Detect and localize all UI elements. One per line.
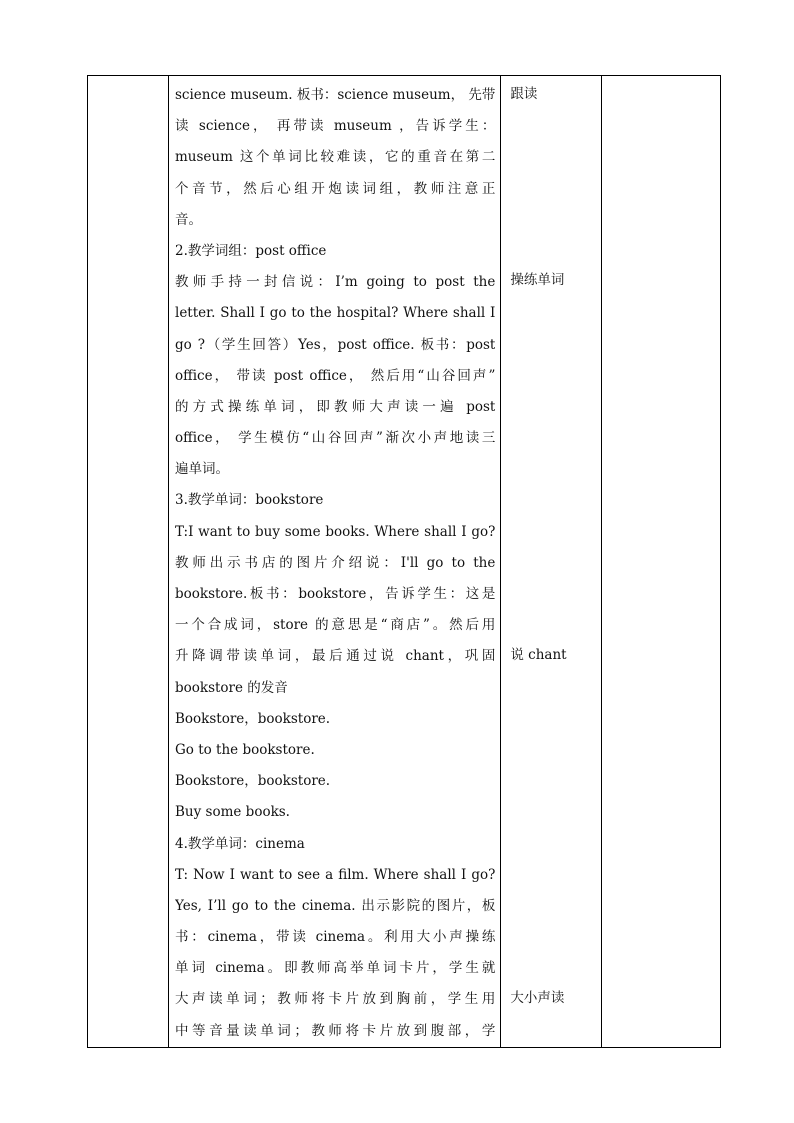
procedure-line: bookstore 的发音: [175, 679, 288, 696]
procedure-line: 3.教学单词：bookstore: [175, 492, 324, 509]
procedure-line: letter. Shall I go to the hospital? Where shall I: [175, 305, 496, 322]
activity-loud-soft-read: 大小声读: [510, 990, 565, 1006]
procedure-line: 大声读单词；教师将卡片放到胸前，学生用: [175, 991, 496, 1008]
notes-column-cell: [602, 76, 721, 1048]
procedure-line: 中等音量读单词；教师将卡片放到腹部，学: [175, 1022, 496, 1039]
procedure-line: 教师出示书店的图片介绍说：I'll go to the: [175, 554, 496, 571]
procedure-line: 单词 cinema。即教师高举单词卡片，学生就: [175, 960, 496, 977]
procedure-line: 4.教学单词：cinema: [175, 835, 305, 852]
procedure-line: 个音节，然后心组开炮读词组，教师注意正: [175, 180, 496, 197]
procedure-line: office， 学生模仿“山谷回声”渐次小声地读三: [175, 430, 496, 447]
procedure-line: 音。: [175, 211, 202, 228]
procedure-line: 书：cinema，带读 cinema。利用大小声操练: [175, 929, 496, 946]
procedure-line: Go to the bookstore.: [175, 741, 315, 758]
procedure-line: bookstore.板书：bookstore，告诉学生：这是: [175, 586, 496, 602]
procedure-line: science museum. 板书：science museum， 先带: [175, 87, 496, 103]
procedure-line: Yes, I’ll go to the cinema. 出示影院的图片，板: [175, 897, 496, 914]
procedure-line: Bookstore，bookstore.: [175, 773, 331, 790]
student-activity-cell: [501, 76, 602, 1048]
activity-follow-read: 跟读: [510, 86, 538, 102]
procedure-line: T:I want to buy some books. Where shall I go?: [175, 523, 496, 540]
procedure-line: 读 science， 再带读 museum ，告诉学生：: [175, 118, 496, 135]
procedure-line: T: Now I want to see a film. Where shall I go?: [175, 866, 496, 883]
procedure-line: 2.教学词组：post office: [175, 242, 327, 259]
procedure-line: museum 这个单词比较难读，它的重音在第二: [175, 149, 496, 166]
procedure-line: 遍单词。: [175, 461, 229, 478]
procedure-line: 一个合成词，store 的意思是“商店”。然后用: [175, 617, 496, 634]
activity-practice-words: 操练单词: [510, 272, 565, 288]
procedure-line: office， 带读 post office， 然后用“山谷回声”: [175, 367, 496, 384]
activity-say-chant: 说 chant: [510, 647, 567, 663]
procedure-line: 的方式操练单词，即教师大声读一遍 post: [175, 398, 496, 415]
procedure-line: 升降调带读单词，最后通过说 chant，巩固: [175, 648, 496, 665]
stage-column-cell: [88, 76, 169, 1048]
table-row: [88, 76, 721, 1048]
procedure-line: Buy some books.: [175, 804, 290, 821]
lesson-plan-table: [87, 75, 721, 1048]
teaching-procedure-cell: [169, 76, 501, 1048]
procedure-line: 教师手持一封信说：I’m going to post the: [175, 274, 496, 291]
procedure-text: [169, 76, 500, 1047]
procedure-line: go ?（学生回答）Yes，post office. 板书：post: [175, 336, 496, 353]
procedure-line: Bookstore，bookstore.: [175, 710, 331, 727]
